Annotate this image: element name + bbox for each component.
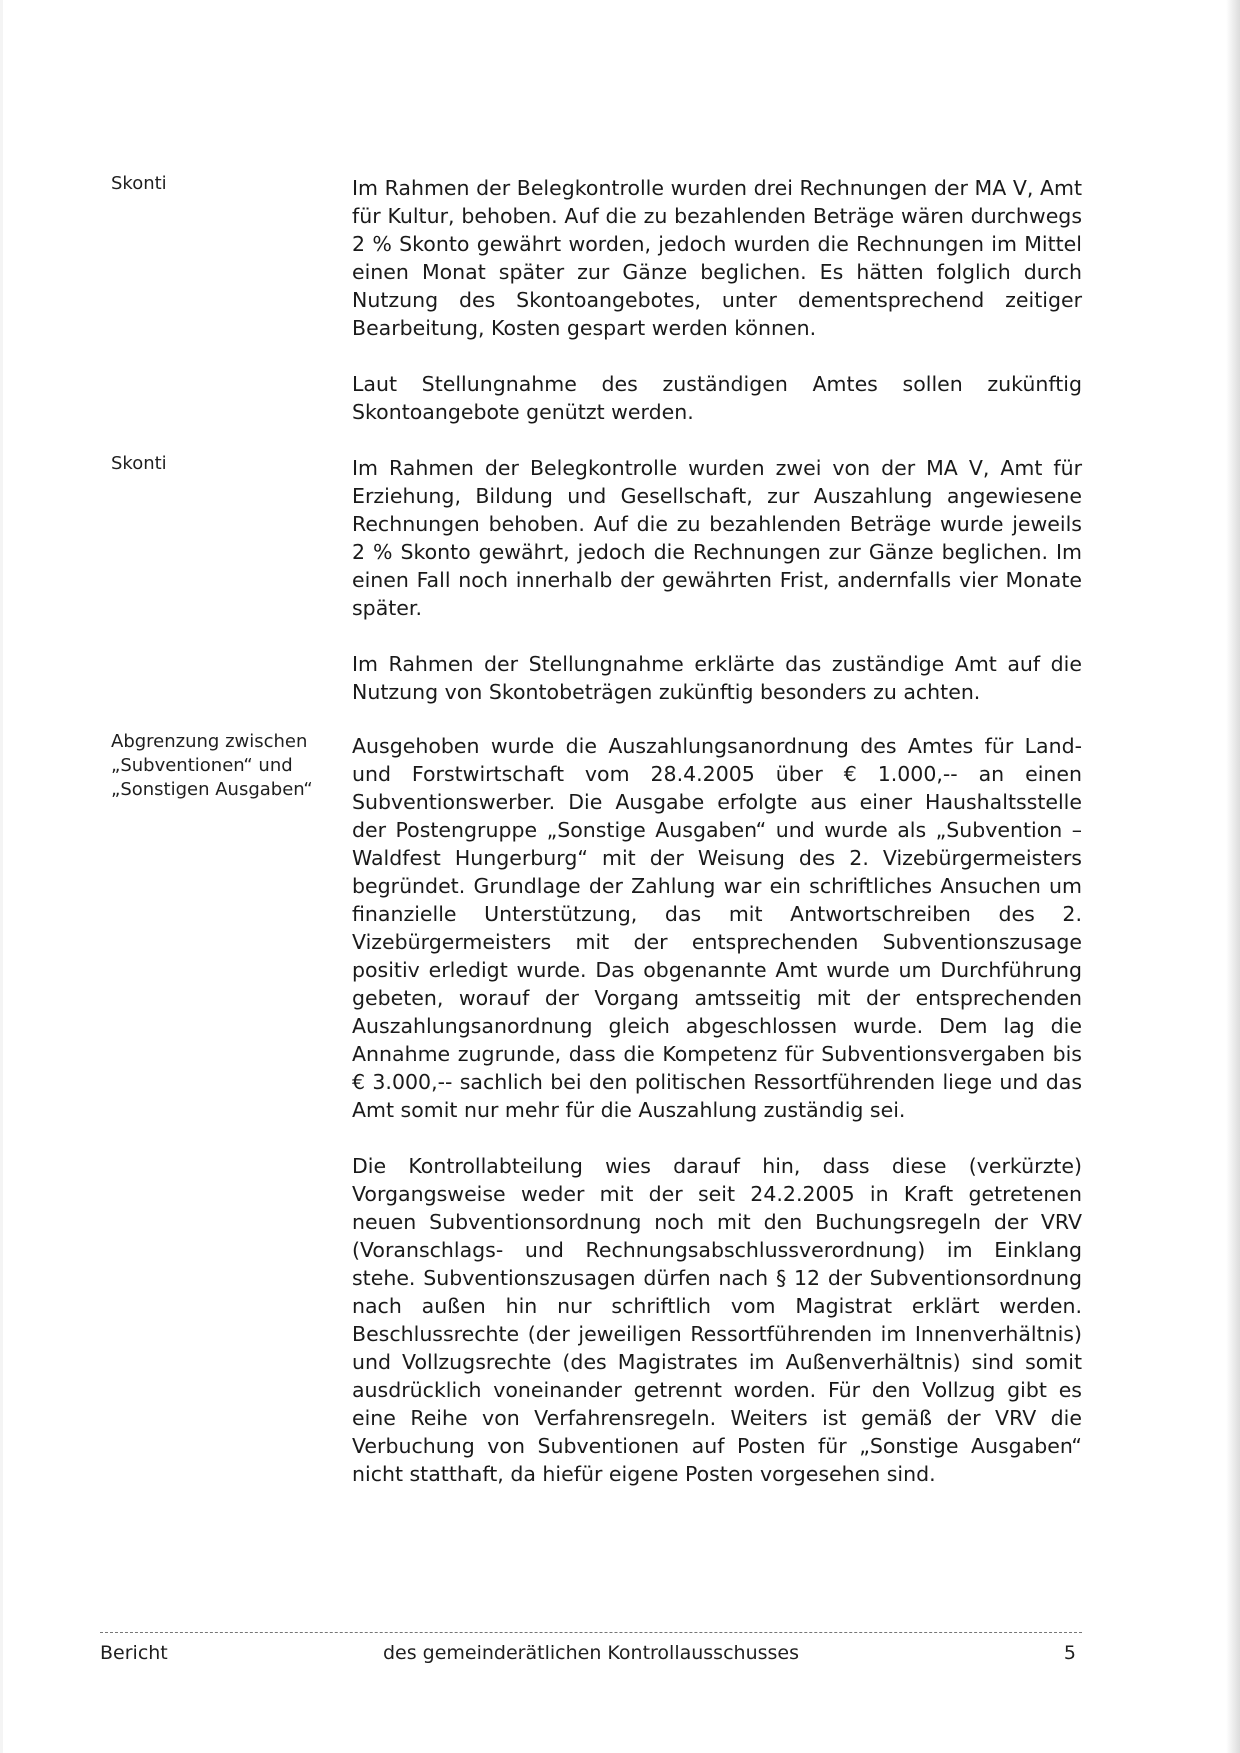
paragraph: Die Kontrollabteilung wies darauf hin, dass diese (verkürzte) Vorgangsweise weder mit der seit 24.2.2005 in Kraft getretenen neuen Subventionsordnung noch mit den Buchungsregeln der VRV (Voranschlags- und Rechnungsabschlussverordnung) im Einklang stehe. Subventionszusagen dürfen nach § 12 der Subventionsordnung nach außen hin nur schriftlich vom Magistrat erklärt werden. Beschlussrechte (der jeweiligen Ressortführenden im Innenverhältnis) und Vollzugsrechte (des Magistrates im Außenverhältnis) sind somit ausdrücklich voneinander getrennt worden. Für den Vollzug gibt es eine Reihe von Verfahrensregeln. Weiters ist gemäß der VRV die Verbuchung von Subventionen auf Posten für „Sonstige Ausgaben“ nicht statthaft, da hiefür eigene Posten vorgesehen sind. [352, 1154, 1082, 1486]
margin-label: Skonti [111, 173, 167, 194]
scan-edge-right [1226, 0, 1240, 1753]
section-body [352, 732, 1082, 1488]
page-footer [100, 1641, 1082, 1667]
margin-label: Skonti [111, 453, 167, 474]
paragraph: Laut Stellungnahme des zuständigen Amtes sollen zukünftig Skontoangebote genützt werden. [352, 372, 1082, 424]
section-body [352, 454, 1082, 706]
footer-divider [100, 1632, 1082, 1633]
section-body [352, 174, 1082, 426]
paragraph: Im Rahmen der Belegkontrolle wurden zwei von der MA V, Amt für Erziehung, Bildung und Gesellschaft, zur Auszahlung angewiesene Rechnungen behoben. Auf die zu bezahlenden Beträge wurde jeweils 2 % Skonto gewährt, jedoch die Rechnungen zur Gänze beglichen. Im einen Fall noch innerhalb der gewährten Frist, andernfalls vier Monate später. [352, 456, 1082, 620]
footer-left-text: Bericht [100, 1642, 168, 1664]
paragraph: Im Rahmen der Belegkontrolle wurden drei Rechnungen der MA V, Amt für Kultur, behoben. Auf die zu bezahlenden Beträge wären durchwegs 2 % Skonto gewährt worden, jedoch wurden die Rechnungen im Mittel einen Monat später zur Gänze beglichen. Es hätten folglich durch Nutzung des Skontoangebotes, unter dementsprechend zeitiger Bearbeitung, Kosten gespart werden können. [352, 176, 1082, 340]
paragraph: Ausgehoben wurde die Auszahlungsanordnung des Amtes für Land- und Forstwirtschaft vom 28.4.2005 über € 1.000,-- an einen Subventionswerber. Die Ausgabe erfolgte aus einer Haushaltsstelle der Postengruppe „Sonstige Ausgaben“ und wurde als „Subvention – Waldfest Hungerburg“ mit der Weisung des 2. Vizebürgermeisters begründet. Grundlage der Zahlung war ein schriftliches Ansuchen um finanzielle Unterstützung, das mit Antwortschreiben des 2. Vizebürgermeisters mit der entsprechenden Subventionszusage positiv erledigt wurde. Das obgenannte Amt wurde um Durchführung gebeten, worauf der Vorgang amtsseitig mit der entsprechenden Auszahlungsanordnung gleich abgeschlossen wurde. Dem lag die Annahme zugrunde, dass die Kompetenz für Subventionsvergaben bis € 3.000,-- sachlich bei den politischen Ressortführenden liege und das Amt somit nur mehr für die Auszahlung zuständig sei. [352, 734, 1082, 1122]
margin-label: Abgrenzung zwischen „Subventionen“ und „Sonstigen Ausgaben“ [111, 731, 313, 800]
paragraph: Im Rahmen der Stellungnahme erklärte das zuständige Amt auf die Nutzung von Skontobeträgen zukünftig besonders zu achten. [352, 652, 1082, 704]
scan-edge-left [0, 0, 3, 1753]
page-number: 5 [1063, 1642, 1076, 1664]
footer-center-text: des gemeinderätlichen Kontrollausschusses [382, 1642, 800, 1664]
